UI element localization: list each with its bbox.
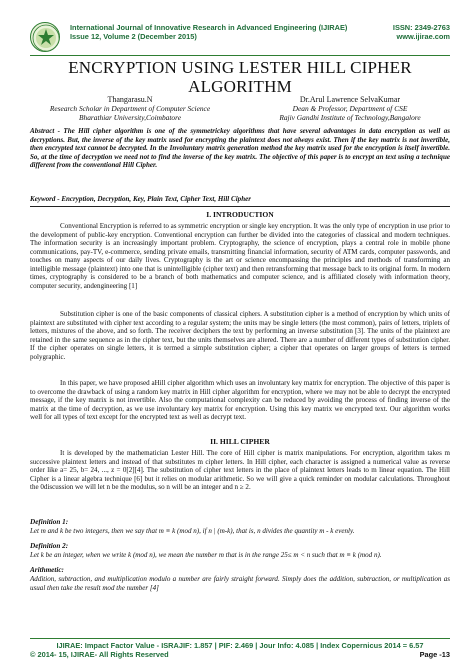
intro-paragraph-1: Conventional Encryption is referred to as symmetric encryption or single key encryption. It was the only type of encryption in use prior to the development of public-key encryption. Conventional encryption can further be divided into the categories of classical and modern techniques. The information security is an increasingly important problem. Cryptography, the science of encryption, plays a central role in mobile phone communications, pay-TV, e-commerce, sending private emails, transmitting financial information, security of ATM cards, computer passwords, and touches on many aspects of our daily lives. Cryptography is the art or science encompassing the principles and methods of transforming an intelligible message (plaintext) into one that is unintelligible (cipher text) and then retransforming that message back to its original form. In modern times, cryptography is considered to be a branch of both mathematics and computer science, and is affiliated closely with information theory, computer security, andengineering [1]: [30, 222, 450, 290]
author-affiliation: Research Scholar in Department of Computer Science: [49, 103, 211, 113]
author-block: [30, 96, 450, 122]
journal-issn: ISSN: 2349-2763: [392, 23, 450, 32]
hill-paragraph-1: It is developed by the mathematician Lester Hill. The core of Hill cipher is matrix manipulations. For encryption, algorithm takes m successive plaintext letters and instead of that substitutes m cipher letters. In Hill cipher, each character is assigned a numerical value as reverse order like a= 25, b= 24, ..., z = 0[2][4]. The substitution of cipher text letters in the place of plaintext letters leads to m linear equation. The Hill Cipher is a linear algebra technique [6] but it relies on modular arithmetic. So we will give a quick reminder on modular calculations. Throughout the 0discussion we will let n be the modulus, so n will be an integer and n ≥ 2.: [30, 449, 450, 492]
author-name: Dr.Arul Lawrence SelvaKumar: [299, 95, 401, 104]
intro-paragraph-3: In this paper, we have proposed aHill cipher algorithm which uses an involuntary key matrix for encryption. The objective of this paper is to overcome the drawback of using a random key matrix in Hill cipher algorithm for encryption, where we may not be able to decrypt the encrypted message, if the key matrix is not invertible. Also the computational complexity can be reduced by avoiding the process of finding inverse of the matrix at the time of decryption, as we use involuntary key matrix for encryption. Using this key matrix we encrypted text. Our algorithm works well for all types of text except for the encrypted text as well as decrypt text.: [30, 379, 450, 422]
keywords-rule: [30, 206, 450, 207]
ijirae-logo-icon: [30, 22, 60, 52]
author-affiliation: Dean & Professor, Department of CSE: [292, 103, 408, 113]
paper-title: ENCRYPTION USING LESTER HILL CIPHER ALGORITHM: [68, 58, 412, 96]
keywords: Keyword - Encryption, Decryption, Key, Plain Text, Cipher Text, Hill Cipher: [30, 195, 251, 203]
definition-2-body: Let k be an integer, when we write k (mod n), we mean the number m that is in the range 25≤ m < n such that m ≡ k (mod n).: [30, 551, 382, 559]
author-affiliation: Bharathiar University,Coimbatore: [79, 112, 181, 122]
author-name: Thangarasu.N: [107, 95, 153, 104]
arithmetic-body: Addition, subtraction, and multiplication modulo a number are fairly straight forward. Simply does the addition, subtraction, or multiplication as usual then take the result mod the number [4]: [30, 575, 450, 592]
author-2: [250, 96, 450, 122]
journal-issue: Issue 12, Volume 2 (December 2015): [70, 32, 197, 42]
journal-name: International Journal of Innovative Research in Advanced Engineering (IJIRAE): [70, 23, 348, 32]
author-1: [30, 96, 230, 122]
definition-1-body: Let m and k be two integers, then we say that m ≡ k (mod n), if n | (m-k), that is, n divides the quantity m - k evenly.: [30, 527, 355, 535]
definition-2-title: Definition 2:: [30, 542, 69, 550]
arithmetic-title: Arithmetic:: [30, 566, 64, 574]
section-title-introduction: I. INTRODUCTION: [206, 210, 274, 219]
journal-info: [70, 23, 450, 42]
definition-1-title: Definition 1:: [30, 518, 69, 526]
footer-rule: [30, 638, 450, 639]
header-rule: [30, 55, 450, 56]
author-affiliation: Rajiv Gandhi Institute of Technology,Bangalore: [279, 112, 421, 122]
journal-header: [30, 22, 450, 56]
abstract: Abstract - The Hill cipher algorithm is one of the symmetrickey algorithms that have several advantages in data encryption as well as decryptions. But, the inverse of the key matrix used for encrypting the plaintext does not always exist. Then if the key matrix is not invertible, then encrypted text cannot be decrypted. In the Involuntary matrix generation method the key matrix used for the encryption is itself invertible. So, at the time of decryption we need not to find the inverse of the key matrix. The objective of this paper is to encrypt an text using a technique different from the conventional Hill Cipher.: [30, 127, 450, 170]
journal-footer: [30, 641, 450, 660]
footer-copyright: © 2014- 15, IJIRAE- All Rights Reserved: [30, 650, 169, 660]
footer-metrics: IJIRAE: Impact Factor Value - ISRAJIF: 1.857 | PIF: 2.469 | Jour Info: 4.085 | Index Copernicus 2014 = 6.57: [56, 641, 424, 650]
journal-website[interactable]: www.ijirae.com: [396, 32, 450, 42]
page-number: Page -13: [419, 650, 450, 660]
intro-paragraph-2: Substitution cipher is one of the basic components of classical ciphers. A substitution cipher is a method of encryption by which units of plaintext are substituted with cipher text according to a regular system; the units may be single letters (the most common), pairs of letters, triplets of letters, mixtures of the above, and so forth. The receiver deciphers the text by performing an inverse substitution [3]. The units of the plaintext are retained in the same sequence as in the cipher text, but the units themselves are altered. There are a number of different types of substitution cipher. If the cipher operates on single letters, it is termed a simple substitution cipher; a cipher that operates on larger groups of letters is termed polygraphic.: [30, 310, 450, 361]
section-title-hill-cipher: II. HILL CIPHER: [210, 437, 270, 446]
